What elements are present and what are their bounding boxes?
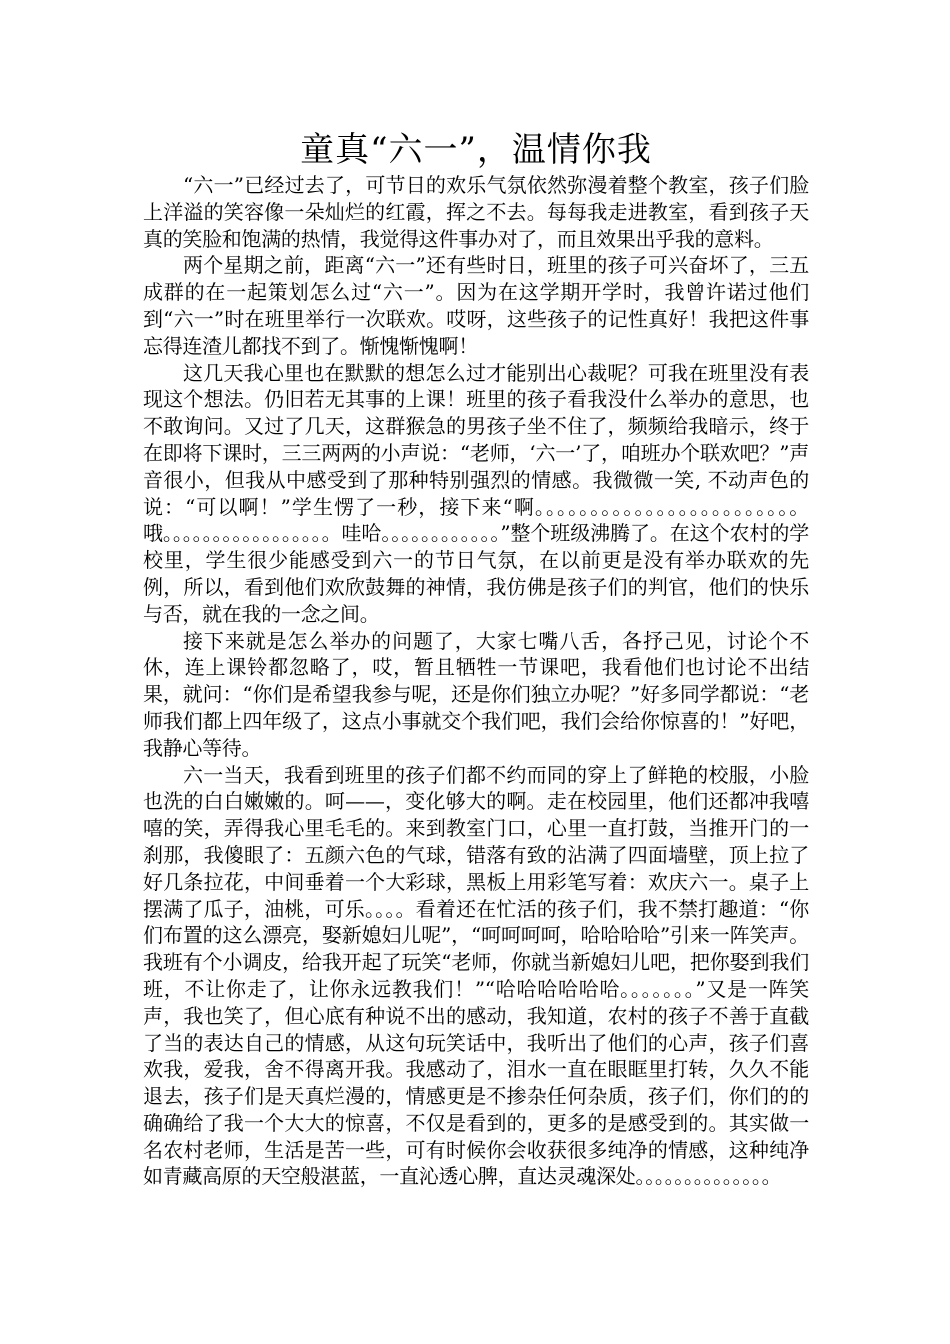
paragraph-1: “六一”已经过去了，可节日的欢乐气氛依然弥漫着整个教室，孩子们脸上洋溢的笑容像一朵灿烂的红霞，挥之不去。每每我走进教室，看到孩子天真的笑脸和饱满的热情，我觉得这件事办对了，而且效果出乎我的意料。 bbox=[143, 173, 809, 251]
paragraph-4: 接下来就是怎么举办的问题了，大家七嘴八舌，各抒己见，讨论个不休，连上课铃都忽略了，哎，暂且牺牲一节课吧，我看他们也讨论不出结果，就问：“你们是希望我参与呢，还是你们独立办呢？”好多同学都说：“老师我们都上四年级了，这点小事就交个我们吧，我们会给你惊喜的！”好吧，我静心等待。 bbox=[143, 628, 809, 760]
paragraph-5: 六一当天，我看到班里的孩子们都不约而同的穿上了鲜艳的校服，小脸也洗的白白嫩嫩的。呵——，变化够大的啊。走在校园里，他们还都冲我嘻嘻的笑，弄得我心里毛毛的。来到教室门口，心里一直打鼓，当推开门的一刹那，我傻眼了：五颜六色的气球，错落有致的沾满了四面墙壁，顶上拉了好几条拉花，中间垂着一个大彩球，黑板上用彩笔写着：欢庆六一。桌子上摆满了瓜子，油桃，可乐。。。。看着还在忙活的孩子们，我不禁打趣道：“你们布置的这么漂亮，娶新媳妇儿呢”，“呵呵呵呵，哈哈哈哈”引来一阵笑声。我班有个小调皮，给我开起了玩笑“老师，你就当新媳妇儿吧，把你娶到我们班，不让你走了，让你永远教我们！”“哈哈哈哈哈哈。。。。。。。”又是一阵笑声，我也笑了，但心底有种说不出的感动，我知道，农村的孩子不善于直截了当的表达自己的情感，从这句玩笑话中，我听出了他们的心声，孩子们喜欢我，爱我，舍不得离开我。我感动了，泪水一直在眼眶里打转，久久不能退去，孩子们是天真烂漫的，情感更是不掺杂任何杂质，孩子们，你们的的确确给了我一个大大的惊喜，不仅是看到的，更多的是感受到的。其实做一名农村老师，生活是苦一些，可有时候你会收获很多纯净的情感，这种纯净如青藏高原的天空般湛蓝，一直沁透心脾，直达灵魂深处。。。。。。。。。。。。。。 bbox=[143, 762, 809, 1189]
paragraph-3: 这几天我心里也在默默的想怎么过才能别出心裁呢？可我在班里没有表现这个想法。仍旧若无其事的上课！班里的孩子看我没什么举办的意思，也不敢询问。又过了几天，这群猴急的男孩子坐不住了，频频给我暗示，终于在即将下课时，三三两两的小声说：“老师，‘六一’了，咱班办个联欢吧？”声音很小，但我从中感受到了那种特别强烈的情感。我微微一笑, 不动声色的说：“可以啊！”学生愣了一秒，接下来“啊。。。。。。。。。。。。。。。。。。。。。。。。哦。。。。。。。。。。。。。。。。。哇哈。。。。。。。。。。。。”整个班级沸腾了。在这个农村的学校里，学生很少能感受到六一的节日气氛，在以前更是没有举办联欢的先例，所以，看到他们欢欣鼓舞的神情，我仿佛是孩子们的判官，他们的快乐与否，就在我的一念之间。 bbox=[143, 360, 809, 626]
document-title: 童真“六一”，温情你我 bbox=[300, 130, 652, 170]
paragraph-2: 两个星期之前，距离“六一”还有些时日，班里的孩子可兴奋坏了，三五成群的在一起策划怎么过“六一”。因为在这学期开学时，我曾许诺过他们到“六一”时在班里举行一次联欢。哎呀，这些孩子的记性真好！我把这件事忘得连渣儿都找不到了。惭愧惭愧啊！ bbox=[143, 253, 809, 358]
document-page bbox=[143, 128, 809, 1190]
